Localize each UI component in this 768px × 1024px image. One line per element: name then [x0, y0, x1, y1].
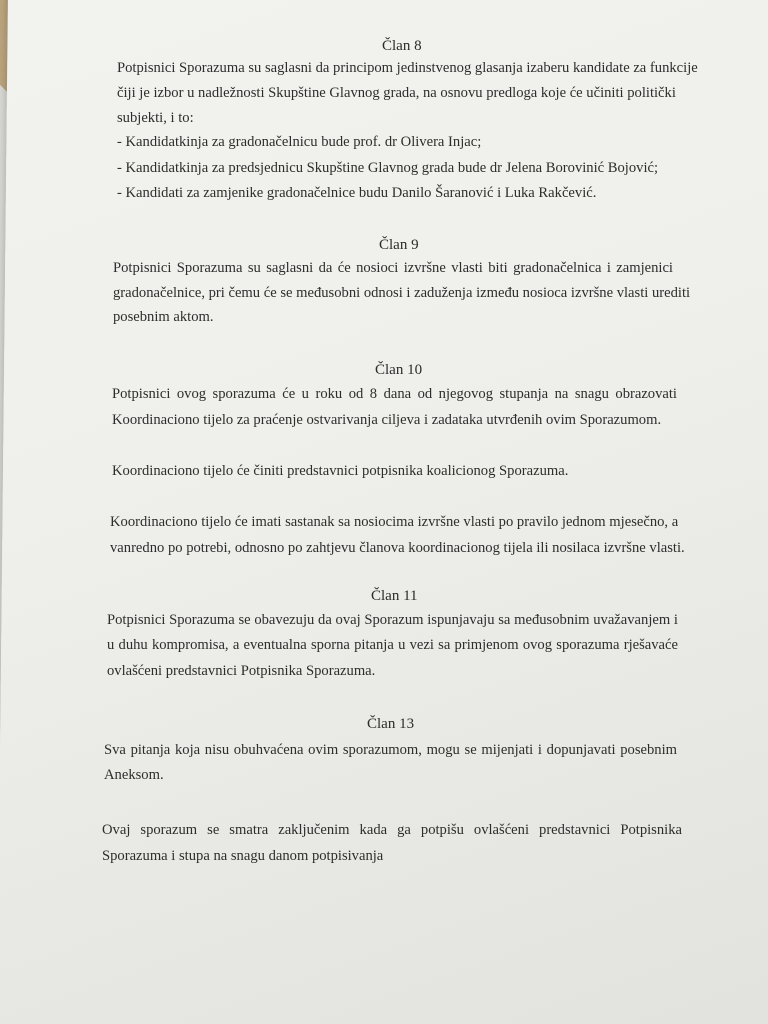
clan-13-line: Ovaj sporazum se smatra zaključenim kada ga potpišu ovlašćeni predstavnici Potpisnika: [102, 822, 682, 838]
clan-10-heading: Član 10: [375, 362, 423, 378]
clan-9-line: Potpisnici Sporazuma su saglasni da će nosioci izvršne vlasti biti gradonačelnica i zamjenici: [113, 260, 673, 276]
clan-11-line: Potpisnici Sporazuma se obavezuju da ovaj Sporazum ispunjavaju sa međusobnim uvažavanjem i: [107, 612, 678, 628]
clan-10-line: Koordinaciono tijelo će činiti predstavnici potpisnika koalicionog Sporazuma.: [112, 463, 569, 479]
clan-8-list-item: - Kandidatkinja za predsjednicu Skupštine Glavnog grada bude dr Jelena Borovinić Bojović;: [117, 160, 659, 176]
clan-9-line: gradonačelnice, pri čemu će se međusobni odnosi i zaduženja između nosioca izvršne vlasti urediti: [113, 285, 691, 301]
clan-13-heading: Član 13: [367, 716, 415, 732]
clan-11-line: ovlašćeni predstavnici Potpisnika Sporazuma.: [107, 663, 376, 679]
clan-11-heading: Član 11: [371, 588, 418, 604]
clan-8-line: Potpisnici Sporazuma su saglasni da principom jedinstvenog glasanja izaberu kandidate za funkcije: [117, 60, 698, 76]
clan-9-heading: Član 9: [379, 237, 419, 253]
clan-8-line: čiji je izbor u nadležnosti Skupštine Glavnog grada, na osnovu predloga koje će učiniti politički: [117, 85, 676, 101]
clan-13-line: Aneksom.: [104, 767, 164, 783]
clan-10-line: vanredno po potrebi, odnosno po zahtjevu članova koordinacionog tijela ili nosilaca izvršne vlasti.: [110, 540, 685, 556]
clan-10-line: Potpisnici ovog sporazuma će u roku od 8 dana od njegovog stupanja na snagu obrazovati: [112, 386, 677, 402]
clan-10-line: Koordinaciono tijelo za praćenje ostvarivanja ciljeva i zadataka utvrđenih ovim Sporazumom.: [112, 412, 662, 428]
clan-8-list-item: - Kandidati za zamjenike gradonačelnice budu Danilo Šaranović i Luka Rakčević.: [117, 185, 597, 201]
clan-8-heading: Član 8: [382, 38, 422, 54]
clan-11-line: u duhu kompromisa, a eventualna sporna pitanja u vezi sa primjenom ovog sporazuma rješavaće: [107, 637, 678, 653]
clan-13-line: Sporazuma i stupa na snagu danom potpisivanja: [102, 848, 384, 864]
clan-8-list-item: - Kandidatkinja za gradonačelnicu bude prof. dr Olivera Injac;: [117, 134, 482, 150]
clan-8-line: subjekti, i to:: [117, 110, 194, 126]
clan-10-line: Koordinaciono tijelo će imati sastanak sa nosiocima izvršne vlasti po pravilo jednom mjesečno, a: [110, 514, 679, 530]
clan-9-line: posebnim aktom.: [113, 309, 214, 325]
clan-13-line: Sva pitanja koja nisu obuhvaćena ovim sporazumom, mogu se mijenjati i dopunjavati posebnim: [104, 742, 677, 758]
